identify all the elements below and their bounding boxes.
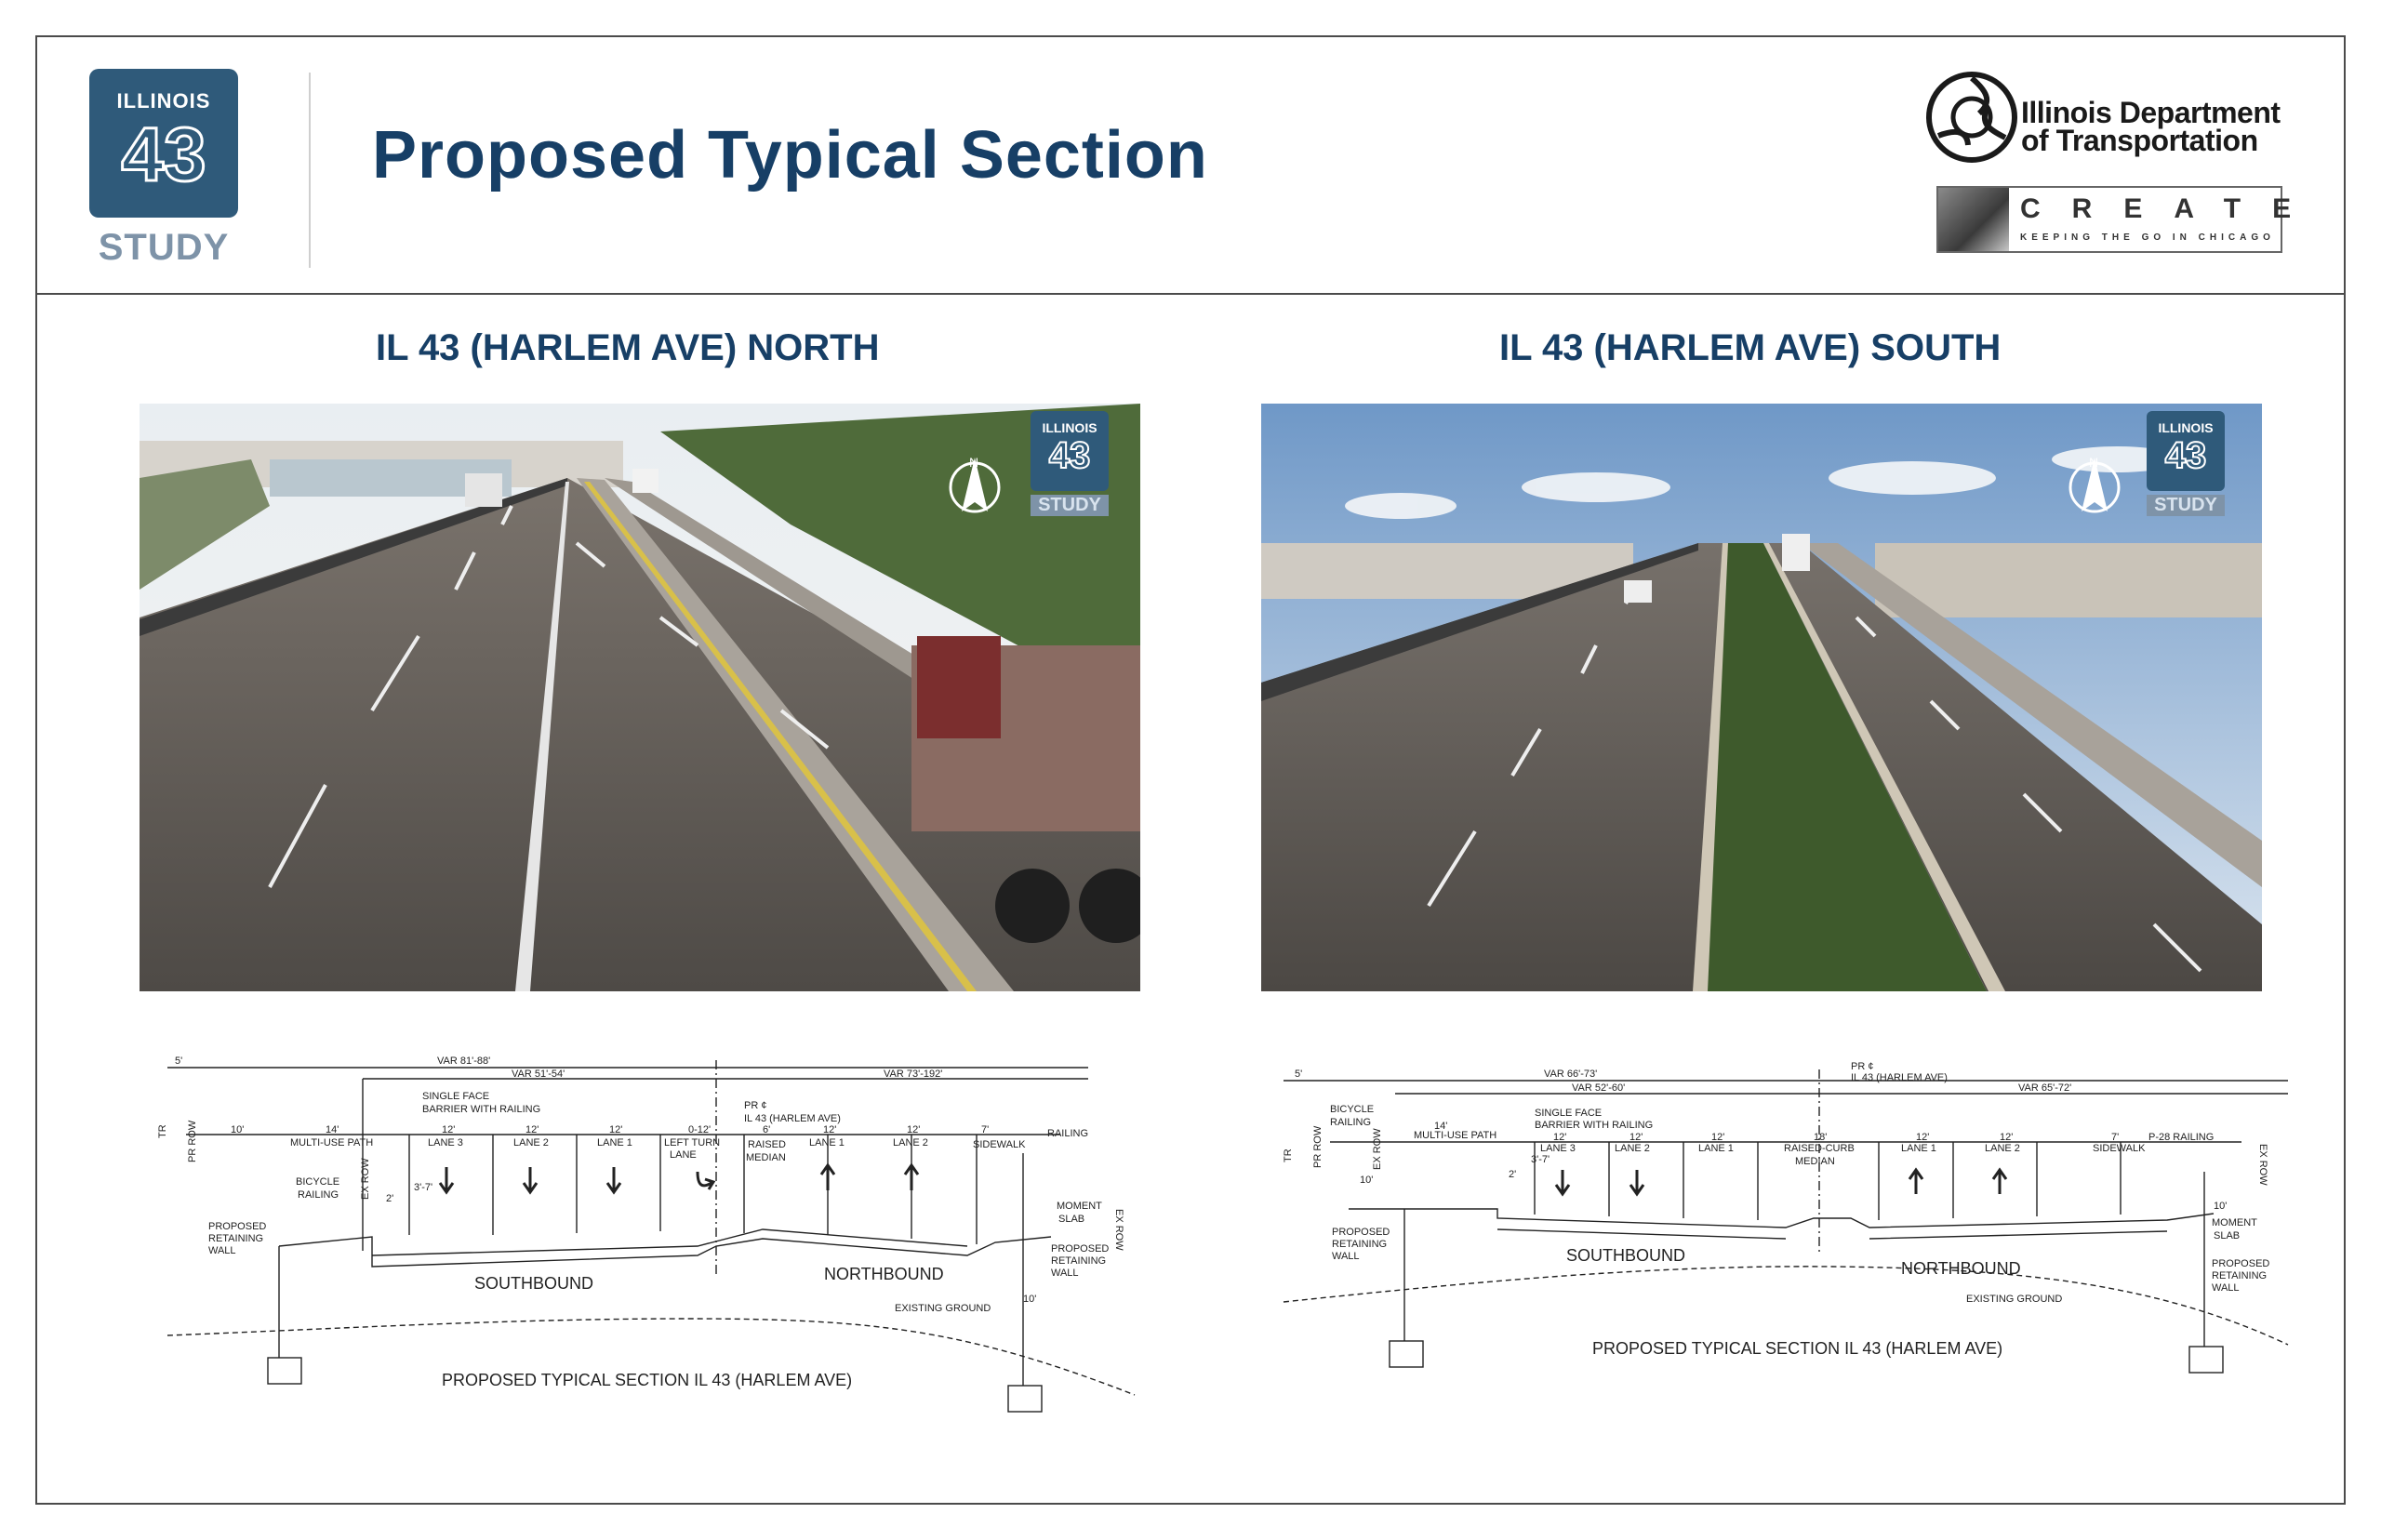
proposed-right-label: PROPOSED (1051, 1243, 1110, 1255)
dim-var-81-88: VAR 81'-88' (437, 1055, 491, 1067)
ex-row-left-label: EX ROW (360, 1158, 371, 1200)
south-title: IL 43 (HARLEM AVE) SOUTH (1499, 327, 2002, 368)
south-typical-section (1274, 1023, 2307, 1414)
dim-10-b: 10' (2214, 1201, 2228, 1212)
proposed-right-label: PROPOSED (2212, 1258, 2270, 1269)
create-tagline: KEEPING THE GO IN CHICAGO (2020, 232, 2275, 243)
southbound-label: SOUTHBOUND (1566, 1246, 1686, 1265)
railing-label: P-28 RAILING (2148, 1132, 2215, 1143)
dim-var-73-192: VAR 73'-192' (884, 1069, 943, 1080)
il43-label: IL 43 (HARLEM AVE) (1851, 1072, 1948, 1083)
southbound-label: SOUTHBOUND (474, 1274, 594, 1293)
single-face-label: SINGLE FACE (422, 1091, 490, 1102)
railing-label: RAILING (1047, 1128, 1089, 1139)
sidewalk-label: SIDEWALK (2093, 1143, 2146, 1154)
left-turn-label: LEFT TURN (664, 1137, 721, 1148)
dim-tr: TR (1283, 1148, 1294, 1162)
badge-study-text: STUDY (2147, 495, 2225, 516)
wall-right-label: WALL (2212, 1282, 2240, 1294)
idot-name (2021, 96, 2281, 157)
dim-12-e: 12' (2000, 1132, 2014, 1143)
lane2-label: LANE 2 (513, 1137, 549, 1148)
left-turn-lane-label: LANE (670, 1149, 697, 1161)
dim-var-52-60: VAR 52'-60' (1572, 1082, 1626, 1094)
dim-2: 2' (386, 1193, 394, 1204)
logo-study-text: STUDY (98, 227, 230, 268)
badge-number: 43 (2164, 435, 2207, 476)
retaining-right-label: RETAINING (1051, 1255, 1107, 1267)
dim-3-7: 3'-7' (1531, 1154, 1550, 1165)
proposed-label: PROPOSED (1332, 1227, 1390, 1238)
south-compass-icon (2067, 452, 2122, 517)
north-title: IL 43 (HARLEM AVE) NORTH (376, 327, 880, 368)
median-label: MEDIAN (1795, 1156, 1835, 1167)
dim-7: 7' (981, 1124, 990, 1135)
create-logo (1936, 186, 2323, 253)
retaining-label: RETAINING (1332, 1239, 1388, 1250)
existing-ground-label: EXISTING GROUND (1966, 1294, 2063, 1305)
dim-12-d: 12' (823, 1124, 837, 1135)
wall-right-label: WALL (1051, 1268, 1079, 1279)
idot-line1: Illinois Department (2021, 96, 2281, 129)
lane2-label: LANE 2 (1615, 1143, 1650, 1154)
dim-14: 14' (326, 1124, 339, 1135)
ex-row-right-label: EX ROW (1113, 1209, 1124, 1251)
north-study-badge (1031, 411, 1109, 515)
nb-lane2-label: LANE 2 (1985, 1143, 2020, 1154)
bicycle-label: BICYCLE (1330, 1104, 1375, 1115)
lane3-label: LANE 3 (428, 1137, 463, 1148)
dim-12-b: 12' (525, 1124, 539, 1135)
lane1-label: LANE 1 (1698, 1143, 1734, 1154)
retaining-right-label: RETAINING (2212, 1270, 2268, 1281)
illinois-43-logo (89, 69, 238, 218)
wall-label: WALL (1332, 1251, 1360, 1262)
moment-label: MOMENT (2212, 1217, 2257, 1228)
south-rendering (1261, 404, 2262, 991)
lane-arrow-icons (440, 1165, 918, 1192)
wall-label: WALL (208, 1245, 236, 1256)
moment-label: MOMENT (1057, 1201, 1102, 1212)
pr-cl-label: PR ¢ (1851, 1061, 1874, 1072)
logo-top-text: ILLINOIS (116, 89, 211, 113)
dim-12-d: 12' (1916, 1132, 1930, 1143)
compass-letter: N (969, 455, 979, 470)
south-section-caption: PROPOSED TYPICAL SECTION IL 43 (HARLEM AVE) (1592, 1339, 2003, 1358)
bike-railing-label: RAILING (298, 1189, 339, 1201)
dim-2: 2' (1509, 1169, 1517, 1180)
raised-curb-label: RAISED-CURB (1784, 1143, 1855, 1154)
dim-6: 6' (763, 1124, 771, 1135)
badge-number: 43 (1048, 435, 1091, 476)
north-section-caption: PROPOSED TYPICAL SECTION IL 43 (HARLEM AVE) (442, 1371, 853, 1389)
south-study-badge (2147, 411, 2225, 515)
pr-row-label: PR ROW (187, 1120, 198, 1162)
bike-railing-label: RAILING (1330, 1117, 1372, 1128)
nb-lane2-label: LANE 2 (893, 1137, 928, 1148)
dim-5: 5' (175, 1055, 183, 1067)
median-label: MEDIAN (746, 1152, 786, 1163)
multi-use-label: MULTI-USE PATH (290, 1137, 374, 1148)
pr-cl-label: PR ¢ (744, 1100, 767, 1111)
dim-10: 10' (1360, 1175, 1374, 1186)
single-face-label: SINGLE FACE (1535, 1108, 1603, 1119)
ex-row-left-label: EX ROW (1372, 1128, 1383, 1170)
dim-12-b: 12' (1629, 1132, 1643, 1143)
page-title: Proposed Typical Section (372, 118, 1208, 192)
create-word: CREATE (2020, 193, 2323, 224)
dim-12-c: 12' (609, 1124, 623, 1135)
dim-0-12: 0-12' (688, 1124, 712, 1135)
dim-10: 10' (231, 1124, 245, 1135)
existing-ground-label: EXISTING GROUND (895, 1303, 991, 1314)
dim-18: 18' (1814, 1132, 1828, 1143)
sidewalk-label: SIDEWALK (973, 1139, 1026, 1150)
dim-var-65-72: VAR 65'-72' (2018, 1082, 2072, 1094)
dim-12-c: 12' (1711, 1132, 1725, 1143)
dim-14: 14' (1434, 1121, 1448, 1132)
proposed-label: PROPOSED (208, 1221, 267, 1232)
badge-top-text: ILLINOIS (1042, 420, 1097, 435)
dim-var-51-54: VAR 51'-54' (512, 1069, 565, 1080)
dim-5: 5' (1295, 1069, 1303, 1080)
raised-label: RAISED (748, 1139, 786, 1150)
badge-top-text: ILLINOIS (2158, 420, 2214, 435)
create-logo-photo (1938, 188, 2009, 251)
northbound-label: NORTHBOUND (824, 1265, 944, 1283)
bicycle-label: BICYCLE (296, 1176, 340, 1188)
north-rendering (140, 404, 1140, 991)
nb-lane1-label: LANE 1 (1901, 1143, 1936, 1154)
nb-lane1-label: LANE 1 (809, 1137, 845, 1148)
lane-arrow-icons (1556, 1170, 2006, 1194)
retaining-label: RETAINING (208, 1233, 264, 1244)
dim-12-a: 12' (442, 1124, 456, 1135)
dim-12-a: 12' (1553, 1132, 1567, 1143)
north-typical-section (130, 1023, 1163, 1414)
northbound-label: NORTHBOUND (1901, 1259, 2021, 1278)
dim-12-e: 12' (907, 1124, 921, 1135)
multi-use-label: MULTI-USE PATH (1414, 1130, 1497, 1141)
header-divider (309, 73, 311, 268)
pr-row-label: PR ROW (1312, 1125, 1324, 1168)
logo-number: 43 (121, 113, 206, 197)
dim-10-b: 10' (1023, 1294, 1037, 1305)
idot-line2: of Transportation (2021, 124, 2258, 157)
badge-study-text: STUDY (1031, 495, 1109, 516)
slab-label: SLAB (2214, 1230, 2241, 1241)
slab-label: SLAB (1058, 1214, 1085, 1225)
barrier-label: BARRIER WITH RAILING (422, 1104, 541, 1115)
barrier-label: BARRIER WITH RAILING (1535, 1120, 1654, 1131)
lane3-label: LANE 3 (1540, 1143, 1576, 1154)
ex-row-right-label: EX ROW (2257, 1144, 2268, 1186)
dim-var-66-73: VAR 66'-73' (1544, 1069, 1598, 1080)
dim-7: 7' (2111, 1132, 2120, 1143)
north-compass-icon (947, 452, 1003, 517)
dim-3-7: 3'-7' (414, 1182, 433, 1193)
lane1-label: LANE 1 (597, 1137, 632, 1148)
il43-label: IL 43 (HARLEM AVE) (744, 1113, 841, 1124)
compass-letter: N (2089, 455, 2099, 470)
header (37, 37, 2344, 295)
dim-tr: TR (157, 1124, 168, 1138)
